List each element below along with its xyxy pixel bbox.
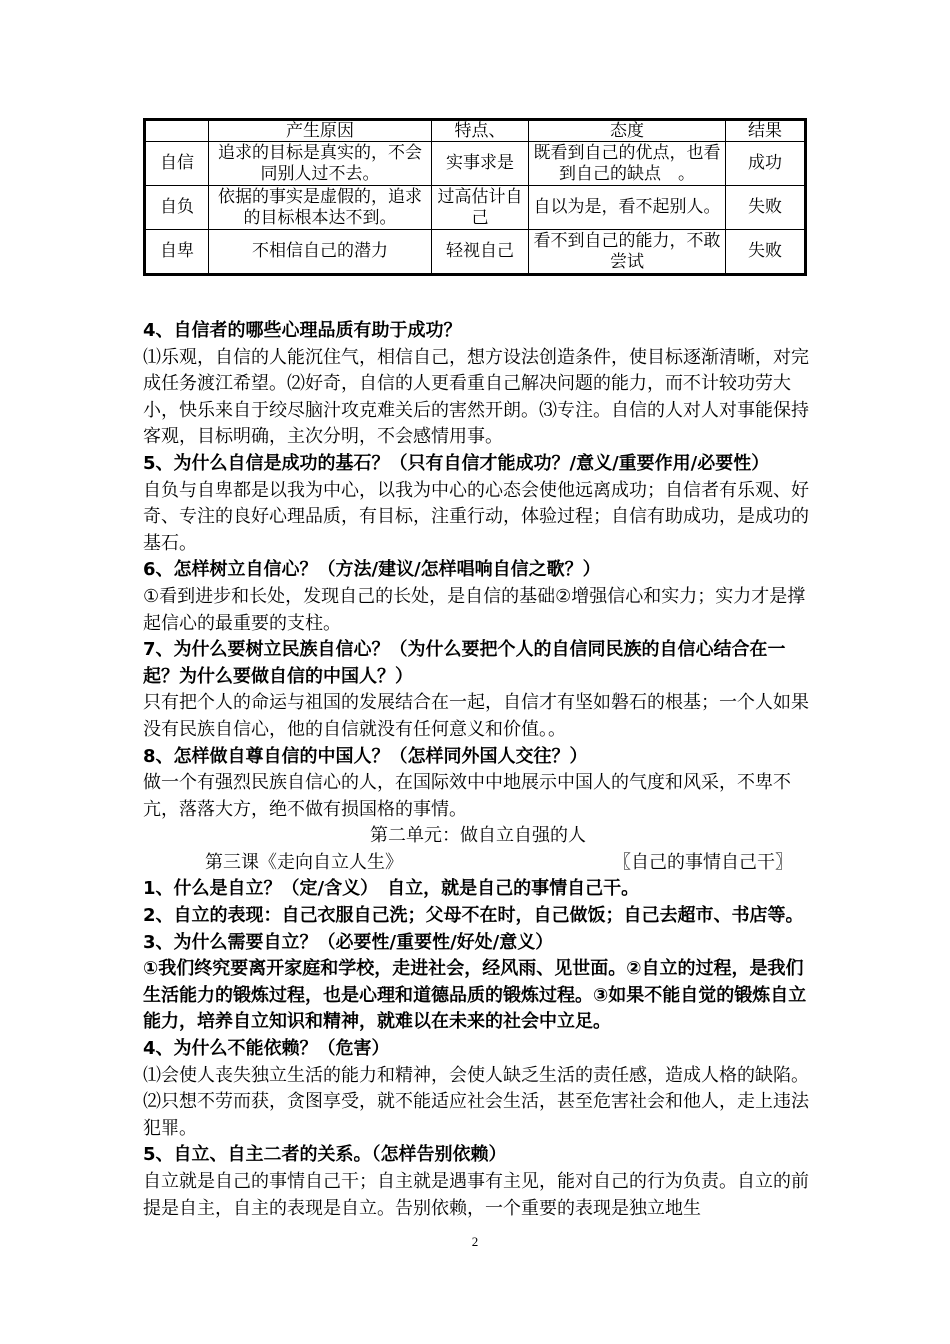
body-text xyxy=(143,318,813,1222)
question-heading: 6、怎样树立自信心？（方法/建议/怎样唱响自信之歌？） xyxy=(143,559,601,581)
table-cell: 失败 xyxy=(726,186,806,230)
table-header-cell xyxy=(145,120,209,142)
table-cell: 不相信自己的潜力 xyxy=(209,230,432,275)
lesson-subtitle: 〖自己的事情自己干〗 xyxy=(613,851,793,873)
answer-paragraph: 做一个有强烈民族自信心的人，在国际效中中地展示中国人的气度和风采，不卑不亢，落落大方，绝不做有损国格的事情。 xyxy=(143,772,791,820)
table-header-cell: 产生原因 xyxy=(209,120,432,142)
table-cell: 自以为是，看不起别人。 xyxy=(529,186,726,230)
answer-paragraph: 自负与自卑都是以我为中心，以我为中心的心态会使他远离成功；自信者有乐观、好奇、专注的良好心理品质，有目标，注重行动，体验过程；自信有助成功，是成功的基石。 xyxy=(143,479,809,554)
question-heading: 8、怎样做自尊自信的中国人？（怎样同外国人交往？） xyxy=(143,745,588,767)
table-cell: 依据的事实是虚假的，追求的目标根本达不到。 xyxy=(209,186,432,230)
table-cell: 实事求是 xyxy=(432,142,529,186)
answer-paragraph: ⑵只想不劳而获，贪图享受，就不能适应社会生活，甚至危害社会和他人，走上违法犯罪。 xyxy=(143,1091,809,1139)
table-row xyxy=(145,142,806,186)
table-cell: 既看到自己的优点，也看到自己的缺点 。 xyxy=(529,142,726,186)
table-cell: 看不到自己的能力，不敢尝试 xyxy=(529,230,726,275)
answer-paragraph: ①看到进步和长处，发现自己的长处，是自信的基础②增强信心和实力；实力才是撑起信心的最重要的支柱。 xyxy=(143,585,806,634)
table-cell: 轻视自己 xyxy=(432,230,529,275)
answer-paragraph: ⑴乐观，自信的人能沉住气，相信自己，想方设法创造条件，使目标逐渐清晰，对完成任务渡江希望。⑵好奇，自信的人更看重自己解决问题的能力，而不计较功劳大小，快乐来自于绞尽脑汁攻克难关后的害然开朗。⑶专注。自信的人对人对事能保持客观，目标明确，主次分明，不会感情用事。 xyxy=(143,346,809,448)
table-cell: 追求的目标是真实的，不会同别人过不去。 xyxy=(209,142,432,186)
question-heading: 2、自立的表现：自己衣服自己洗；父母不在时，自己做饭；自己去超市、书店等。 xyxy=(143,905,804,927)
table-cell: 失败 xyxy=(726,230,806,275)
question-heading: 4、自信者的哪些心理品质有助于成功？ xyxy=(143,320,462,341)
table-header-row xyxy=(145,120,806,142)
question-heading: 4、为什么不能依赖？（危害） xyxy=(143,1038,390,1060)
answer-paragraph: ①我们终究要离开家庭和学校，走进社会，经风雨、见世面。②自立的过程，是我们生活能力的锻炼过程，也是心理和道德品质的锻炼过程。③如果不能自觉的锻炼自立能力，培养自立知识和精神，就难以在未来的社会中立足。 xyxy=(143,958,807,1033)
answer-paragraph: 只有把个人的命运与祖国的发展结合在一起，自信才有坚如磐石的根基；一个人如果没有民族自信心，他的自信就没有任何意义和价值。。 xyxy=(143,692,809,740)
lesson-heading xyxy=(143,850,813,877)
question-heading: 5、自立、自主二者的关系。（怎样告别依赖） xyxy=(143,1144,507,1166)
comparison-table xyxy=(143,118,807,276)
question-heading: 5、为什么自信是成功的基石？（只有自信才能成功？/意义/重要作用/必要性） xyxy=(143,452,770,474)
question-heading: 7、为什么要树立民族自信心？（为什么要把个人的自信同民族的自信心结合在一起？为什么要做自信的中国人？） xyxy=(143,639,786,687)
table-cell: 过高估计自己 xyxy=(432,186,529,230)
table-cell: 自负 xyxy=(145,186,209,230)
page-number: 2 xyxy=(471,1234,479,1249)
answer-paragraph: 自立就是自己的事情自己干；自主就是遇事有主见，能对自己的行为负责。自立的前提是自主，自主的表现是自立。告别依赖，一个重要的表现是独立地生 xyxy=(143,1171,809,1219)
table-row xyxy=(145,230,806,275)
table-header-cell: 结果 xyxy=(726,120,806,142)
table-cell: 成功 xyxy=(726,142,806,186)
table-row xyxy=(145,186,806,230)
table-cell: 自卑 xyxy=(145,230,209,275)
question-heading: 3、为什么需要自立？（必要性/重要性/好处/意义） xyxy=(143,931,554,953)
table-header-cell: 态度 xyxy=(529,120,726,142)
table-header-cell: 特点、 xyxy=(432,120,529,142)
unit-title: 第二单元：做自立自强的人 xyxy=(370,825,586,847)
question-heading: 1、什么是自立？（定/含义） 自立，就是自己的事情自己干。 xyxy=(143,878,640,900)
table-cell: 自信 xyxy=(145,142,209,186)
answer-paragraph: ⑴会使人丧失独立生活的能力和精神，会使人缺乏生活的责任感，造成人格的缺陷。 xyxy=(143,1064,809,1086)
lesson-title: 第三课《走向自立人生》 xyxy=(205,851,403,873)
